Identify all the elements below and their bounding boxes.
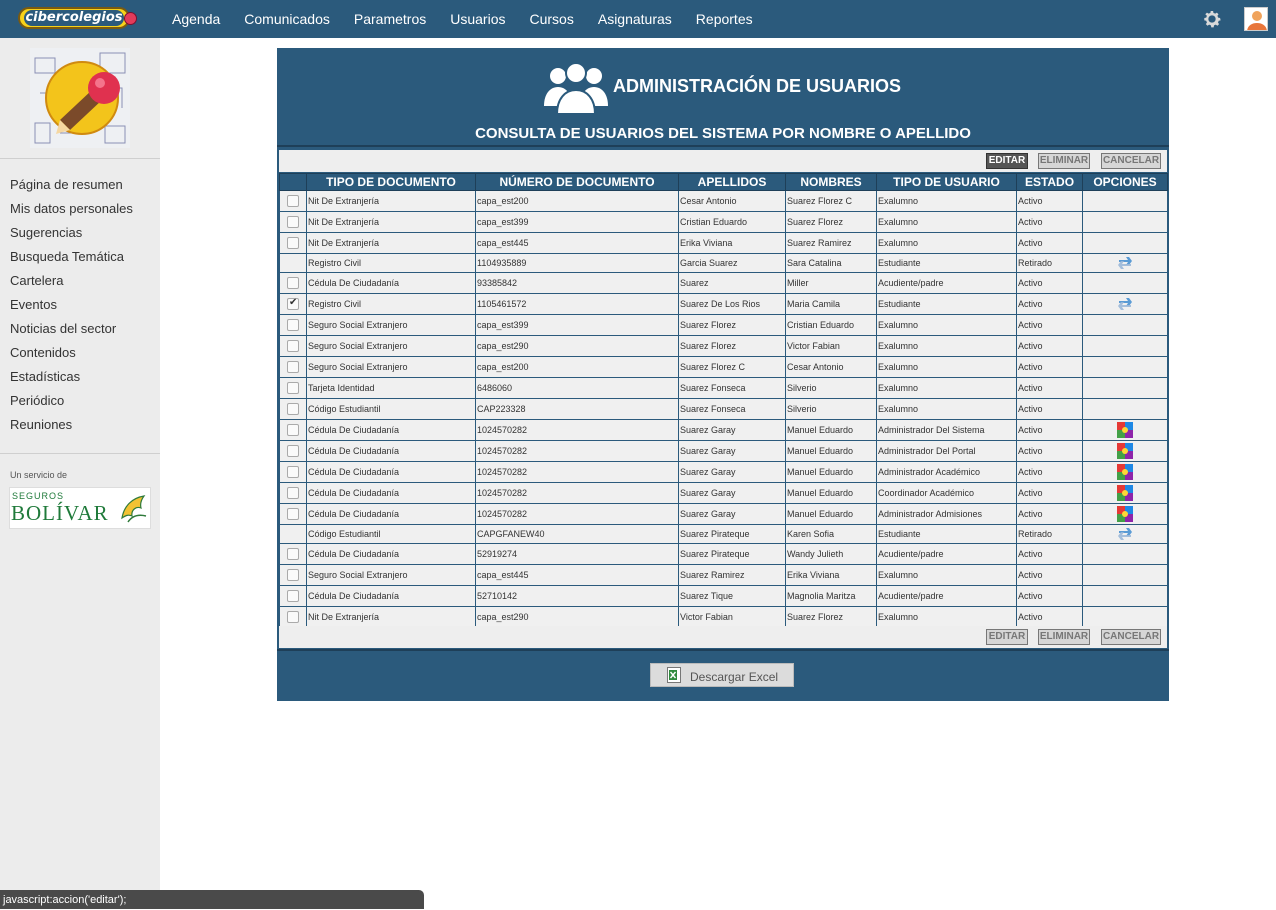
sidebar-item[interactable]: Estadísticas <box>10 369 81 384</box>
cell-apellidos: Suarez Fonseca <box>679 378 786 399</box>
cell-doc-type: Nit De Extranjería <box>307 233 476 254</box>
cell-options <box>1083 504 1168 525</box>
page-subtitle: CONSULTA DE USUARIOS DEL SISTEMA POR NOMBRE O APELLIDO <box>475 125 971 142</box>
row-checkbox[interactable] <box>287 466 299 478</box>
cell-tipo: Exalumno <box>877 378 1017 399</box>
transfer-icon[interactable] <box>1117 296 1133 312</box>
cell-nombres: Cesar Antonio <box>786 357 877 378</box>
select-cell <box>280 399 307 420</box>
cell-apellidos: Suarez Florez <box>679 336 786 357</box>
cell-doc-type: Cédula De Ciudadanía <box>307 586 476 607</box>
table-row[interactable] <box>280 336 1168 357</box>
table-row[interactable] <box>280 441 1168 462</box>
edit-button[interactable]: EDITAR <box>986 629 1028 645</box>
cell-nombres: Manuel Eduardo <box>786 483 877 504</box>
cell-options <box>1083 586 1168 607</box>
select-cell <box>280 504 307 525</box>
user-admin-panel <box>277 48 1169 701</box>
cell-nombres: Suarez Florez C <box>786 191 877 212</box>
column-header: TIPO DE USUARIO <box>877 174 1017 191</box>
cell-nombres: Magnolia Maritza <box>786 586 877 607</box>
cell-options <box>1083 336 1168 357</box>
cell-estado: Activo <box>1017 191 1083 212</box>
cell-estado: Activo <box>1017 504 1083 525</box>
permissions-icon[interactable] <box>1117 506 1133 522</box>
column-header: OPCIONES <box>1083 174 1168 191</box>
select-cell <box>280 483 307 504</box>
row-checkbox[interactable] <box>287 569 299 581</box>
select-cell <box>280 607 307 628</box>
column-header: ESTADO <box>1017 174 1083 191</box>
row-checkbox[interactable] <box>287 487 299 499</box>
table-row[interactable] <box>280 544 1168 565</box>
cell-nombres: Erika Viviana <box>786 565 877 586</box>
column-header: APELLIDOS <box>679 174 786 191</box>
select-cell <box>280 462 307 483</box>
cell-doc-num: CAPGFANEW40 <box>476 525 679 544</box>
select-cell <box>280 212 307 233</box>
cell-doc-type: Código Estudiantil <box>307 525 476 544</box>
cell-nombres: Suarez Ramirez <box>786 233 877 254</box>
logo-pill <box>18 7 130 29</box>
cell-estado: Activo <box>1017 315 1083 336</box>
cell-doc-num: 1105461572 <box>476 294 679 315</box>
nav-asignaturas[interactable]: Asignaturas <box>597 11 672 27</box>
cell-estado: Retirado <box>1017 254 1083 273</box>
select-cell <box>280 565 307 586</box>
cell-tipo: Acudiente/padre <box>877 544 1017 565</box>
cell-apellidos: Suarez Ramirez <box>679 565 786 586</box>
cell-nombres: Suarez Florez <box>786 212 877 233</box>
cell-options <box>1083 357 1168 378</box>
select-cell <box>280 273 307 294</box>
table-row[interactable] <box>280 357 1168 378</box>
row-checkbox[interactable] <box>287 611 299 623</box>
cibercolegios-logo[interactable] <box>18 7 140 29</box>
divider <box>277 145 1169 147</box>
row-checkbox[interactable] <box>287 590 299 602</box>
cell-tipo: Exalumno <box>877 565 1017 586</box>
cell-estado: Activo <box>1017 357 1083 378</box>
row-checkbox[interactable] <box>287 195 299 207</box>
cell-apellidos: Cristian Eduardo <box>679 212 786 233</box>
cell-nombres: Manuel Eduardo <box>786 504 877 525</box>
cell-doc-type: Código Estudiantil <box>307 399 476 420</box>
column-header: TIPO DE DOCUMENTO <box>307 174 476 191</box>
cell-options <box>1083 254 1168 273</box>
table-body <box>280 191 1168 628</box>
users-group-icon <box>544 60 608 114</box>
cell-doc-type: Cédula De Ciudadanía <box>307 420 476 441</box>
nav-cursos[interactable]: Cursos <box>529 11 574 27</box>
row-checkbox[interactable] <box>287 237 299 249</box>
cell-apellidos: Suarez Tique <box>679 586 786 607</box>
cell-doc-type: Cédula De Ciudadanía <box>307 544 476 565</box>
cell-tipo: Exalumno <box>877 336 1017 357</box>
cell-options <box>1083 565 1168 586</box>
cell-doc-type: Cédula De Ciudadanía <box>307 504 476 525</box>
nav-usuarios[interactable]: Usuarios <box>450 11 506 27</box>
cell-tipo: Administrador Del Sistema <box>877 420 1017 441</box>
cell-apellidos: Suarez <box>679 273 786 294</box>
table-row[interactable] <box>280 420 1168 441</box>
seguros-bolivar-logo[interactable] <box>9 487 151 529</box>
cell-estado: Activo <box>1017 483 1083 504</box>
cell-tipo: Exalumno <box>877 357 1017 378</box>
select-cell <box>280 525 307 544</box>
cell-estado: Activo <box>1017 441 1083 462</box>
cell-apellidos: Erika Viviana <box>679 233 786 254</box>
cell-apellidos: Suarez Garay <box>679 462 786 483</box>
cell-tipo: Estudiante <box>877 294 1017 315</box>
top-action-bar <box>279 150 1167 172</box>
cell-apellidos: Suarez Florez C <box>679 357 786 378</box>
sidebar-item[interactable]: Cartelera <box>10 273 64 288</box>
cell-tipo: Exalumno <box>877 607 1017 628</box>
nav-agenda[interactable]: Agenda <box>172 11 221 27</box>
bottom-action-bar <box>279 626 1167 648</box>
cell-apellidos: Suarez Garay <box>679 420 786 441</box>
delete-button[interactable]: ELIMINAR <box>1038 629 1090 645</box>
sidebar-item[interactable]: Página de resumen <box>10 177 123 192</box>
cell-nombres: Silverio <box>786 378 877 399</box>
row-checkbox[interactable] <box>287 382 299 394</box>
cancel-button[interactable]: CANCELAR <box>1101 629 1161 645</box>
cell-tipo: Estudiante <box>877 525 1017 544</box>
school-logo <box>30 48 130 148</box>
table-row[interactable] <box>280 607 1168 628</box>
cell-tipo: Exalumno <box>877 315 1017 336</box>
table-row[interactable] <box>280 378 1168 399</box>
permissions-icon[interactable] <box>1117 422 1133 438</box>
table-row[interactable] <box>280 483 1168 504</box>
cell-apellidos: Suarez Pirateque <box>679 544 786 565</box>
cell-options <box>1083 607 1168 628</box>
cell-apellidos: Suarez Pirateque <box>679 525 786 544</box>
cell-tipo: Administrador Admisiones <box>877 504 1017 525</box>
cell-nombres: Maria Camila <box>786 294 877 315</box>
cell-nombres: Sara Catalina <box>786 254 877 273</box>
cell-estado: Activo <box>1017 212 1083 233</box>
table-row[interactable] <box>280 462 1168 483</box>
select-cell <box>280 294 307 315</box>
sidebar-menu <box>10 176 133 440</box>
cell-tipo: Exalumno <box>877 399 1017 420</box>
cell-doc-type: Seguro Social Extranjero <box>307 336 476 357</box>
select-cell <box>280 544 307 565</box>
cell-nombres: Karen Sofia <box>786 525 877 544</box>
cell-doc-num: capa_est200 <box>476 191 679 212</box>
cell-apellidos: Suarez Garay <box>679 483 786 504</box>
cell-apellidos: Cesar Antonio <box>679 191 786 212</box>
cell-apellidos: Garcia Suarez <box>679 254 786 273</box>
cell-tipo: Acudiente/padre <box>877 273 1017 294</box>
logo-dot <box>124 12 137 25</box>
download-excel-button[interactable] <box>650 663 794 687</box>
sponsor-big-text: BOLÍVAR <box>11 501 109 525</box>
row-checkbox[interactable] <box>287 424 299 436</box>
table-row[interactable] <box>280 504 1168 525</box>
cell-doc-num: capa_est399 <box>476 212 679 233</box>
nav-reportes[interactable]: Reportes <box>695 11 753 27</box>
cell-options <box>1083 483 1168 504</box>
bolivar-emblem-icon <box>116 492 150 526</box>
cell-estado: Activo <box>1017 378 1083 399</box>
cell-estado: Activo <box>1017 399 1083 420</box>
cell-estado: Activo <box>1017 565 1083 586</box>
select-cell <box>280 586 307 607</box>
cell-doc-num: capa_est290 <box>476 336 679 357</box>
status-bar: javascript:accion('editar'); <box>0 890 424 909</box>
sidebar-item[interactable]: Noticias del sector <box>10 321 117 336</box>
cell-options <box>1083 399 1168 420</box>
cell-doc-num: 1024570282 <box>476 504 679 525</box>
table-row[interactable] <box>280 233 1168 254</box>
cell-apellidos: Victor Fabian <box>679 607 786 628</box>
cell-apellidos: Suarez Florez <box>679 315 786 336</box>
cell-doc-type: Nit De Extranjería <box>307 607 476 628</box>
cell-tipo: Administrador Del Portal <box>877 441 1017 462</box>
sidebar-item[interactable]: Eventos <box>10 297 57 312</box>
select-cell <box>280 357 307 378</box>
cancel-button[interactable]: CANCELAR <box>1101 153 1161 169</box>
cell-estado: Activo <box>1017 586 1083 607</box>
permissions-icon[interactable] <box>1117 443 1133 459</box>
cell-estado: Activo <box>1017 233 1083 254</box>
cell-tipo: Administrador Académico <box>877 462 1017 483</box>
cell-estado: Activo <box>1017 420 1083 441</box>
cell-doc-type: Nit De Extranjería <box>307 212 476 233</box>
cell-nombres: Manuel Eduardo <box>786 462 877 483</box>
cell-nombres: Suarez Florez <box>786 607 877 628</box>
cell-doc-num: capa_est200 <box>476 357 679 378</box>
cell-nombres: Cristian Eduardo <box>786 315 877 336</box>
cell-doc-type: Seguro Social Extranjero <box>307 565 476 586</box>
permissions-icon[interactable] <box>1117 485 1133 501</box>
cell-apellidos: Suarez Fonseca <box>679 399 786 420</box>
table-header-row <box>280 174 1168 191</box>
row-checkbox[interactable] <box>287 508 299 520</box>
sidebar-item[interactable]: Busqueda Temática <box>10 249 124 264</box>
cell-options <box>1083 441 1168 462</box>
sidebar-item[interactable]: Reuniones <box>10 417 73 432</box>
cell-tipo: Exalumno <box>877 191 1017 212</box>
nav-parametros[interactable]: Parametros <box>353 11 427 27</box>
cell-doc-type: Seguro Social Extranjero <box>307 315 476 336</box>
header-select-cell <box>280 174 307 191</box>
sidebar-item[interactable]: Mis datos personales <box>10 201 133 216</box>
cell-doc-num: 6486060 <box>476 378 679 399</box>
cell-doc-num: 1024570282 <box>476 441 679 462</box>
table-row[interactable] <box>280 191 1168 212</box>
cell-estado: Activo <box>1017 336 1083 357</box>
select-cell <box>280 254 307 273</box>
cell-nombres: Miller <box>786 273 877 294</box>
cell-doc-num: capa_est445 <box>476 565 679 586</box>
cell-doc-type: Cédula De Ciudadanía <box>307 483 476 504</box>
row-checkbox[interactable] <box>287 319 299 331</box>
sidebar-item[interactable]: Periódico <box>10 393 65 408</box>
cell-options <box>1083 525 1168 544</box>
cell-estado: Activo <box>1017 544 1083 565</box>
table-row[interactable] <box>280 254 1168 273</box>
cell-doc-num: 1024570282 <box>476 420 679 441</box>
row-checkbox[interactable] <box>287 548 299 560</box>
row-checkbox[interactable] <box>287 298 299 310</box>
cell-doc-num: capa_est445 <box>476 233 679 254</box>
cell-doc-type: Cédula De Ciudadanía <box>307 462 476 483</box>
cell-estado: Activo <box>1017 294 1083 315</box>
cell-tipo: Coordinador Académico <box>877 483 1017 504</box>
cell-options <box>1083 544 1168 565</box>
service-label: Un servicio de <box>10 470 68 480</box>
row-checkbox[interactable] <box>287 216 299 228</box>
cell-nombres: Victor Fabian <box>786 336 877 357</box>
cell-doc-num: CAP223328 <box>476 399 679 420</box>
row-checkbox[interactable] <box>287 403 299 415</box>
row-checkbox[interactable] <box>287 340 299 352</box>
main-nav <box>160 0 765 38</box>
column-header: NÚMERO DE DOCUMENTO <box>476 174 679 191</box>
cell-doc-num: 1024570282 <box>476 483 679 504</box>
table-row[interactable] <box>280 315 1168 336</box>
page-title: ADMINISTRACIÓN DE USUARIOS <box>613 76 902 96</box>
table-row[interactable] <box>280 399 1168 420</box>
select-cell <box>280 420 307 441</box>
top-navbar <box>0 0 1276 38</box>
cell-estado: Activo <box>1017 607 1083 628</box>
cell-options <box>1083 378 1168 399</box>
transfer-icon[interactable] <box>1117 526 1133 542</box>
cell-options <box>1083 212 1168 233</box>
cell-options <box>1083 420 1168 441</box>
table-row[interactable] <box>280 273 1168 294</box>
table-row[interactable] <box>280 294 1168 315</box>
cell-doc-num: capa_est399 <box>476 315 679 336</box>
cell-doc-type: Registro Civil <box>307 294 476 315</box>
column-header: NOMBRES <box>786 174 877 191</box>
cell-doc-type: Seguro Social Extranjero <box>307 357 476 378</box>
select-cell <box>280 378 307 399</box>
cell-tipo: Exalumno <box>877 212 1017 233</box>
cell-options <box>1083 191 1168 212</box>
edit-button[interactable]: EDITAR <box>986 153 1028 169</box>
sidebar-divider <box>0 158 160 159</box>
sidebar-item[interactable]: Sugerencias <box>10 225 83 240</box>
sidebar <box>0 38 160 909</box>
cell-apellidos: Suarez Garay <box>679 504 786 525</box>
table-row[interactable] <box>280 525 1168 544</box>
cell-doc-type: Registro Civil <box>307 254 476 273</box>
cell-estado: Activo <box>1017 273 1083 294</box>
cell-estado: Retirado <box>1017 525 1083 544</box>
cell-doc-num: 1104935889 <box>476 254 679 273</box>
cell-doc-num: capa_est290 <box>476 607 679 628</box>
sponsor-small-text: SEGUROS <box>12 491 65 501</box>
sidebar-divider <box>0 453 160 454</box>
brand-name: cibercolegios <box>25 10 123 25</box>
select-cell <box>280 441 307 462</box>
user-avatar-icon[interactable] <box>1244 7 1268 31</box>
cell-doc-type: Cédula De Ciudadanía <box>307 273 476 294</box>
select-cell <box>280 191 307 212</box>
cell-options <box>1083 462 1168 483</box>
gear-icon[interactable] <box>1201 8 1223 30</box>
table-row[interactable] <box>280 586 1168 607</box>
users-table <box>279 173 1168 628</box>
cell-doc-type: Cédula De Ciudadanía <box>307 441 476 462</box>
divider <box>277 649 1169 651</box>
sidebar-item[interactable]: Contenidos <box>10 345 76 360</box>
cell-options <box>1083 233 1168 254</box>
table-row[interactable] <box>280 212 1168 233</box>
cell-nombres: Manuel Eduardo <box>786 420 877 441</box>
table-row[interactable] <box>280 565 1168 586</box>
cell-apellidos: Suarez Garay <box>679 441 786 462</box>
select-cell <box>280 315 307 336</box>
select-cell <box>280 336 307 357</box>
cell-doc-type: Nit De Extranjería <box>307 191 476 212</box>
cell-doc-num: 1024570282 <box>476 462 679 483</box>
cell-options <box>1083 315 1168 336</box>
cell-options <box>1083 294 1168 315</box>
excel-icon <box>667 667 681 683</box>
cell-estado: Activo <box>1017 462 1083 483</box>
cell-doc-num: 52919274 <box>476 544 679 565</box>
row-checkbox[interactable] <box>287 361 299 373</box>
download-excel-label: Descargar Excel <box>690 670 779 684</box>
row-checkbox[interactable] <box>287 445 299 457</box>
cell-doc-type: Tarjeta Identidad <box>307 378 476 399</box>
row-checkbox[interactable] <box>287 277 299 289</box>
cell-doc-num: 52710142 <box>476 586 679 607</box>
cell-apellidos: Suarez De Los Rios <box>679 294 786 315</box>
delete-button[interactable]: ELIMINAR <box>1038 153 1090 169</box>
nav-comunicados[interactable]: Comunicados <box>244 11 330 27</box>
select-cell <box>280 233 307 254</box>
cell-nombres: Silverio <box>786 399 877 420</box>
transfer-icon[interactable] <box>1117 255 1133 271</box>
cell-doc-num: 93385842 <box>476 273 679 294</box>
cell-tipo: Exalumno <box>877 233 1017 254</box>
cell-nombres: Wandy Julieth <box>786 544 877 565</box>
cell-tipo: Acudiente/padre <box>877 586 1017 607</box>
cell-nombres: Manuel Eduardo <box>786 441 877 462</box>
cell-options <box>1083 273 1168 294</box>
cell-tipo: Estudiante <box>877 254 1017 273</box>
permissions-icon[interactable] <box>1117 464 1133 480</box>
